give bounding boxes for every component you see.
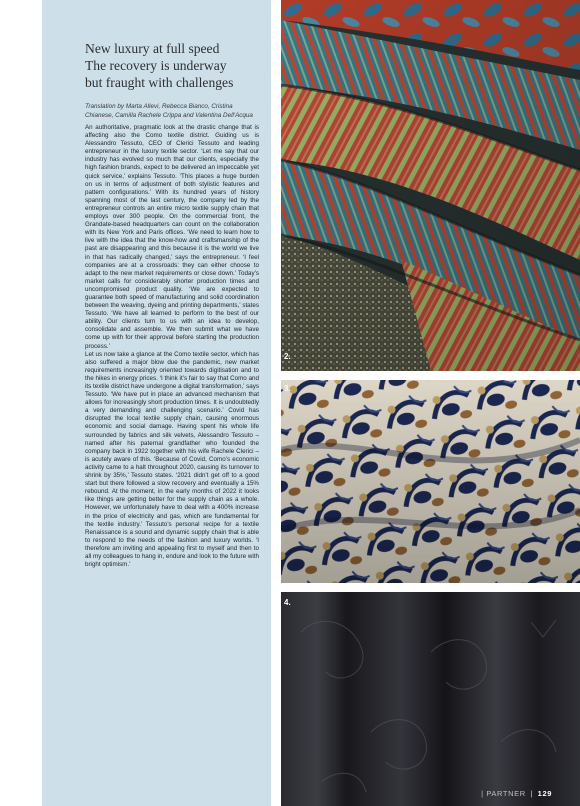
figure-3-label: 3. — [284, 384, 291, 393]
page-footer — [481, 789, 552, 798]
translation-credits: Translation by Marta Allevi, Rebecca Bianco, Cristina Chianese, Camilla Rachele Crippa and Valentina Dell'Acqua — [85, 103, 253, 119]
figure-3-photo — [281, 380, 580, 583]
magazine-name: PARTNER — [486, 789, 526, 798]
title-line-1: New luxury at full speed — [85, 41, 220, 56]
page-number: 129 — [537, 789, 552, 798]
figure-2-photo — [281, 0, 580, 371]
black-jacquard-fabric-photo — [281, 592, 580, 806]
floral-print-fabric-photo — [281, 380, 580, 583]
footer-separator: | — [530, 789, 533, 798]
figure-4-label: 4. — [284, 598, 291, 607]
figure-4-photo — [281, 592, 580, 806]
article-column — [42, 0, 271, 806]
article-paragraph: Let us now take a glance at the Como textile sector, which has also suffered a major blow due the pandemic, new market requirements increasingly oriented towards digitisation and to the hikes in energy prices. ‘I think it’s fair to say that Como and its textile district have undergone a digital transformation,’ says Tessuto. ‘We have put in place an advanced mechanism that allows for increasingly short production times. It is undoubtedly a very demanding and challenging scenario.’ Covid has disrupted the local textile supply chain, causing enormous economic and social damage. Having spent his whole life surrounded by fabrics and silk velvets, Alessandro Tessuto – named after his paternal grandfather who founded the company back in 1922 together with his wife Rachele Clerici – is acutely aware of this. ‘Because of Covid, Como’s economic activity came to a halt throughout 2020, causing its turnover to shrink by 35%,’ Tessuto states. ‘2021 didn’t get off to a good start but there followed a slow recovery and eventually a 15% rebound. At the moment, in the early months of 2022 it looks like things are getting better for the supply chain as a whole. However, we unfortunately have to deal with a 400% increase in the price of electricity and gas, which are fundamental for the textile industry.’ Tessuto’s personal recipe for a textile Renaissance is a sound and dynamic supply chain that is able to respond to the needs of the fashion and luxury worlds. ‘I therefore am inviting and appealing first to myself and then to all my colleagues to hang in, endure and look to the future with bright optimism.’ — [85, 350, 259, 569]
article-title — [85, 40, 259, 91]
striped-fabric-photo — [281, 0, 580, 371]
figure-2-label: 2. — [284, 352, 291, 361]
article-paragraph: An authoritative, pragmatic look at the drastic change that is affecting also the Como textile district. Guiding us is Alessandro Tessuto, CEO of Clerici Tessuto and leading entrepreneur in the luxury textile sector. ‘Let me say that our industry has evolved so much that our clients, especially the high fashion brands, expect to be delivered an impeccable yet quick service,’ explains Tessuto. ‘This places a huge burden on us in terms of adjustment of both stylistic features and pattern configurations.’ With its hundred years of history spanning most of the last century, the company led by the entrepreneur controls an entire micro textile supply chain that employs over 300 people. On the commercial front, the Grandate-based headquarters can count on the collaboration with its New York and Paris offices. ‘We need to learn how to live with the idea that the know-how and craftsmanship of the past are disappearing and this because it is the world we live in that has radically changed,’ says the entrepreneur. ‘I feel companies are at a crossroads: they can either choose to adapt to the new market requirements or close down.’ Today’s market calls for considerably shorter production times and uncompromised product quality. ‘We are expected to guarantee both speed of manufacturing and solid coordination between the weaving, dyeing and printing departments,’ states Tessuto. ‘We have all learned to perform to the best of our ability. Our clients turn to us with an idea to develop, consolidate and assemble. We then submit what we have come up with for their approval before starting the production process.’ — [85, 124, 259, 350]
title-line-2: The recovery is underway — [85, 58, 227, 73]
article-body — [85, 124, 259, 569]
separator-mark: | — [481, 789, 484, 798]
title-line-3: but fraught with challenges — [85, 75, 234, 90]
